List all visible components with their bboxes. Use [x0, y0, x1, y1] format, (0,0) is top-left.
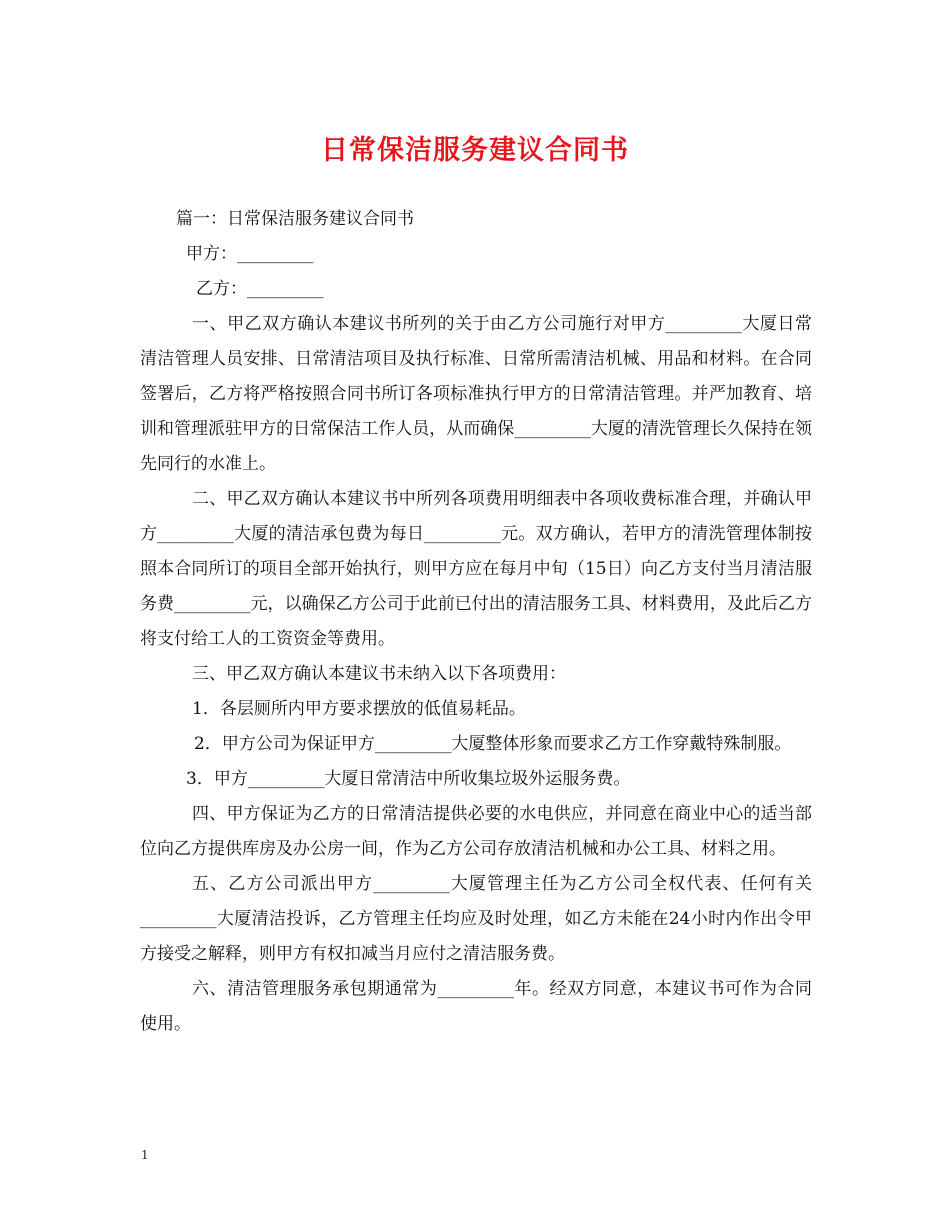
- clause-4-paragraph: 四、甲方保证为乙方的日常清洁提供必要的水电供应，并同意在商业中心的适当部位向乙方提供库房及办公房一间，作为乙方公司存放清洁机械和办公工具、材料之用。: [140, 804, 812, 859]
- clause-1-paragraph: 一、甲乙双方确认本建议书所列的关于由乙方公司施行对甲方_________大厦日常清洁管理人员安排、日常清洁项目及执行标准、日常所需清洁机械、用品和材料。在合同签署后，乙方将严格按照合同书所订各项标准执行甲方的日常清洁管理。并严加教育、培训和管理派驻甲方的日常保洁工作人员，从而确保_________大厦的清洗管理长久保持在领先同行的水准上。: [140, 314, 812, 474]
- clause-3-paragraph: 三、甲乙双方确认本建议书未纳入以下各项费用：: [192, 664, 566, 684]
- document-body: [140, 202, 812, 1042]
- section-heading: 篇一：日常保洁服务建议合同书: [176, 209, 414, 229]
- party-a-line: 甲方：_________: [186, 244, 314, 264]
- list-item-1: 1．各层厕所内甲方要求摆放的低值易耗品。: [192, 699, 526, 719]
- party-b-line: 乙方：_________: [196, 279, 324, 299]
- clause-6-paragraph: 六、清洁管理服务承包期通常为_________年。经双方同意，本建议书可作为合同使用。: [140, 979, 812, 1034]
- list-item-2: 2．甲方公司为保证甲方_________大厦整体形象而要求乙方工作穿戴特殊制服。: [194, 734, 792, 754]
- list-item-3: 3．甲方_________大厦日常清洁中所收集垃圾外运服务费。: [186, 769, 631, 789]
- clause-5-paragraph: 五、乙方公司派出甲方_________大厦管理主任为乙方公司全权代表、任何有关_________大厦清洁投诉，乙方管理主任均应及时处理，如乙方未能在24小时内作出令甲方接受之解释，则甲方有权扣减当月应付之清洁服务费。: [140, 874, 812, 964]
- document-title: 日常保洁服务建议合同书: [321, 135, 629, 166]
- clause-2-paragraph: 二、甲乙双方确认本建议书中所列各项费用明细表中各项收费标准合理，并确认甲方_________大厦的清洁承包费为每日_________元。双方确认，若甲方的清洗管理体制按照本合同所订的项目全部开始执行，则甲方应在每月中旬（15日）向乙方支付当月清洁服务费_________元，以确保乙方公司于此前已付出的清洁服务工具、材料费用，及此后乙方将支付给工人的工资资金等费用。: [140, 489, 812, 649]
- page-number: 1: [141, 1148, 149, 1162]
